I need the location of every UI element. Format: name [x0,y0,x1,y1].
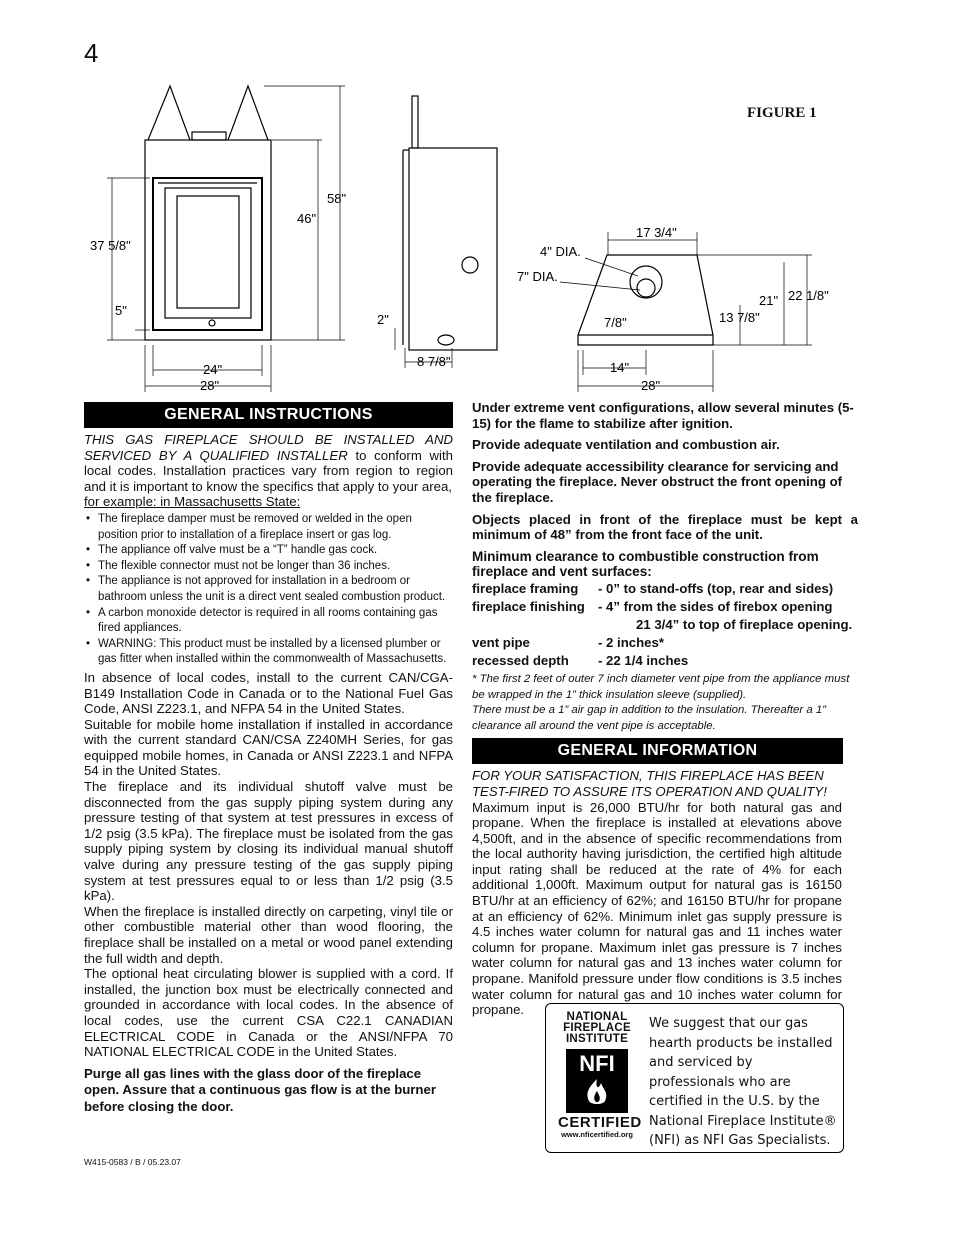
massachusetts-example: for example: in Massachusetts State: [84,494,301,510]
nfi-logo-mark: NFI [579,1051,615,1076]
dim-46: 46" [297,211,317,226]
dim-22-1-8: 22 1/8" [788,288,829,303]
table-row: recessed depth - 22 1/4 inches [472,652,689,668]
page-number: 4 [84,38,99,68]
figure-label: FIGURE 1 [747,105,817,121]
side-view-body [409,148,497,350]
clearance-table [472,580,852,670]
dim-8-7-8: 8 7/8" [417,354,451,369]
nfi-certification-box [545,1003,844,1153]
vent-note: There must be a 1” air gap in addition to the insulation. Thereafter a 1” clearance all around the vent pipe is acceptable. [472,704,826,732]
paragraph: In absence of local codes, install to the current CAN/CGA-B149 Installation Code in Canada or to the National Fuel Gas Code, ANSI Z223.1, and NFPA 54 in the United States. [84,669,453,717]
dim-2: 2" [377,312,389,327]
paragraph: The fireplace and its individual shutoff valve must be disconnected from the gas supply piping system during any pressure testing of that system at test pressures in excess of 1/2 psig (3.5 kPa). The fireplace must be isolated from the gas supply piping system by closing its individual manual shutoff valve during any pressure testing of the gas supply piping system at test pressures equal to or less than 1/2 psig (3.5 kPa). [84,779,453,904]
dim-58: 58" [327,191,347,206]
document-code: W415-0583 / B / 05.23.07 [84,1157,181,1167]
test-fired-note: FOR YOUR SATISFACTION, THIS FIREPLACE HAS BEEN TEST-FIRED TO ASSURE ITS OPERATION AND QUALITY! [472,768,827,799]
list-item: • The appliance is not approved for installation in a bedroom or bathroom unless the unit is a direct vent sealed combustion product. [84,574,453,605]
dim-4-dia: 4" DIA. [540,244,581,259]
nfi-message: We suggest that our gas hearth products be installed and serviced by professionals who are certified in the U.S. by the National Fireplace Institute® (NFI) as NFI Gas Specialists. [649,1016,837,1148]
list-item: • WARNING: This product must be installed by a licensed plumber or gas fitter when installed within the commonwealth of Massachusetts. [84,637,453,668]
intro-italic: THIS GAS FIREPLACE SHOULD BE INSTALLED AND SERVICED BY A QUALIFIED INSTALLER [84,432,453,463]
figure-1-drawing [0,0,954,400]
bold-paragraph: Under extreme vent configurations, allow several minutes (5-15) for the flame to stabilize after ignition. [472,400,854,431]
list-item: • The flexible connector must not be longer than 36 inches. [84,559,453,575]
list-item: • A carbon monoxide detector is required in all rooms containing gas fired appliances. [84,606,453,637]
front-view-firebox [153,178,262,330]
vent-note: * The first 2 feet of outer 7 inch diameter vent pipe from the appliance must be wrapped in the 1” thick insulation sleeve (supplied). [472,672,850,701]
flame-icon [577,1077,617,1107]
paragraph: The optional heat circulating blower is supplied with a cord. If installed, the junction box must be electrically connected and grounded in accordance with local codes. In the absence of local codes, use the current CSA C22.1 CANADIAN ELECTRICAL CODE in Canada or the ANSI/NFPA 70 NATIONAL ELECTRICAL CODE in the United States. [84,966,453,1060]
bold-paragraph: Provide adequate accessibility clearance for servicing and operating the fireplace. Never obstruct the front opening of the fireplace. [472,458,843,505]
intro-paragraph [84,432,453,494]
nfi-url: www.nficertified.org [561,1130,633,1139]
bold-paragraph: Objects placed in front of the fireplace must be kept a minimum of 48” from the front face of the unit. [472,511,858,543]
general-information-body: Maximum input is 26,000 BTU/hr for both natural gas and propane. When the fireplace is installed at elevations above 4,500ft, and in the absence of specific recommendations from the local authority having jurisdiction, the certified high altitude input rating shall be reduced at the rate of 4% for each additional 1,000ft. Maximum output for natural gas is 16150 BTU/hr at an efficiency of 62%; and 16150 BTU/hr for propane at an efficiency of 62%. Minimum inlet gas supply pressure is 4.5 inches water column for natural gas and 11 inches water column for propane. Maximum inlet gas pressure is 7 inches water column for natural gas and 13 inches water column for propane. Manifold pressure under flow conditions is 3.5 inches water column for natural gas and 10 inches water column for propane. [472,799,842,1018]
nfi-certified-label: CERTIFIED [558,1114,642,1131]
left-column [84,402,453,1115]
dim-21: 21" [759,293,779,308]
dim-28-front: 28" [200,378,220,393]
table-row: fireplace finishing - 4” from the sides of firebox opening [472,598,833,614]
dim-14: 14" [610,360,630,375]
list-item: • The fireplace damper must be removed or welded in the open position prior to installation of a fireplace insert or gas log. [84,512,453,543]
table-row: vent pipe - 2 inches* [472,634,664,650]
dim-17-3-4: 17 3/4" [636,225,677,240]
front-view-body [145,140,271,340]
dim-28-top: 28" [641,378,661,393]
list-item: • The appliance off valve must be a “T” handle gas cock. [84,543,453,559]
general-instructions-heading: GENERAL INSTRUCTIONS [84,402,453,428]
nfi-logo-title: NATIONAL FIREPLACE INSTITUTE [563,1011,631,1045]
bold-paragraph: Provide adequate ventilation and combustion air. [472,437,780,453]
top-view-body [578,255,713,345]
paragraph: When the fireplace is installed directly on carpeting, vinyl tile or other combustible material other than wood flooring, the fireplace shall be installed on a metal or wood panel extending the full width and depth. [84,903,453,966]
table-row: 21 3/4” to top of fireplace opening. [636,616,853,632]
table-row: fireplace framing - 0” to stand-offs (top, rear and sides) [472,580,834,596]
nfi-logo [558,1011,642,1139]
dim-24: 24" [203,362,223,377]
general-information-heading: GENERAL INFORMATION [472,738,843,764]
nfi-flame-icon [566,1049,628,1113]
purge-note: Purge all gas lines with the glass door of the fireplace open. Assure that a continuous gas flow is at the burner before closing the door. [84,1065,436,1114]
dim-13-7-8: 13 7/8" [719,310,760,325]
right-column [472,400,858,1018]
clearance-heading: Minimum clearance to combustible construction from fireplace and vent surfaces: [472,548,819,580]
intro-rest: to conform with local codes. Installation practices vary from region to region and it is important to know the specifics that apply to your area, [84,447,453,494]
massachusetts-list [84,512,453,668]
dim-37-5-8: 37 5/8" [90,238,131,253]
dim-7-8: 7/8" [604,315,627,330]
dim-5: 5" [115,303,127,318]
paragraph: Suitable for mobile home installation if installed in accordance with the current standard CAN/CSA Z240MH Series, for gas equipped mobile homes, in Canada or ANSI Z223.1 and NFPA 54 in the United States. [84,716,453,779]
dim-7-dia: 7" DIA. [517,269,558,284]
